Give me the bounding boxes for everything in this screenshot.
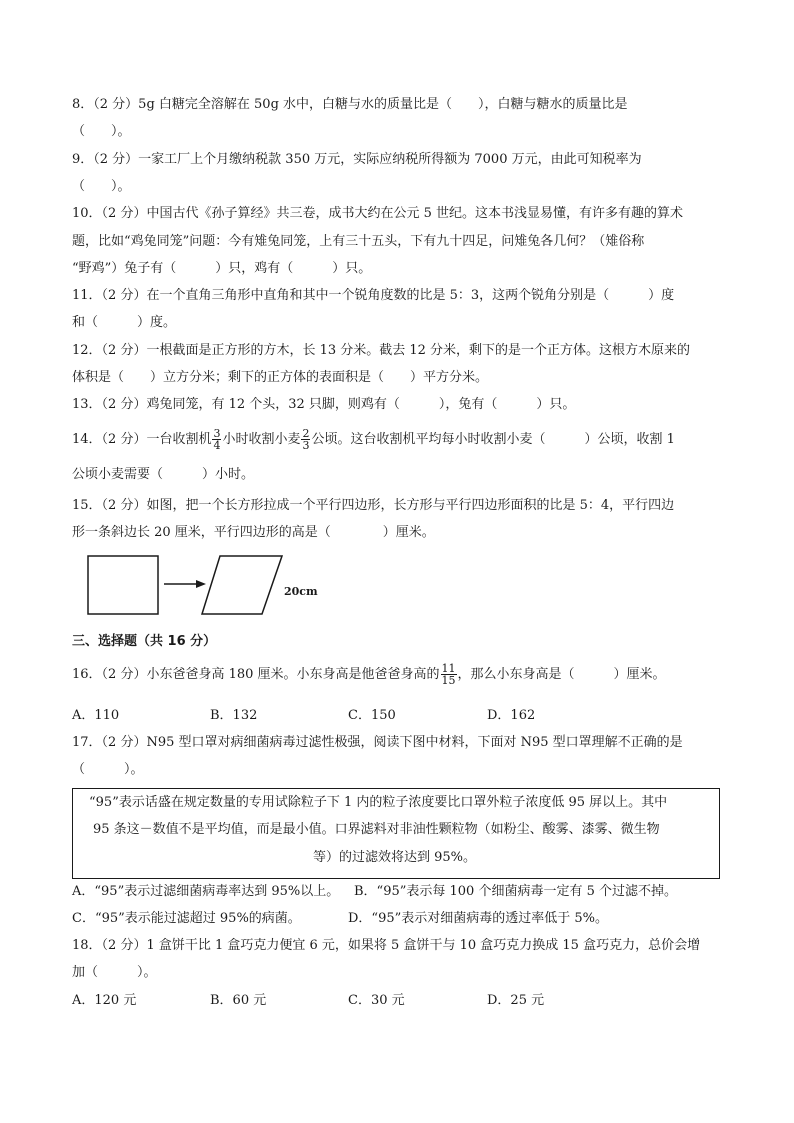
q14-fraction-hectares-denominator: 3 [302, 439, 310, 452]
q15-rectangle-shape [88, 556, 158, 614]
q14-text-part2: 小时收割小麦 [222, 432, 301, 447]
q18-line2: 加（ ）。 [72, 965, 157, 980]
q10-line2: 题，比如“鸡兔同笼”问题：今有雉兔同笼，上有三十五头，下有九十四足，问雉兔各几何？（雉俗称 [72, 234, 645, 249]
q11-line2: 和（ ）度。 [72, 315, 177, 330]
q17-line1: 17．（2 分）N95 型口罩对病细菌病毒过滤性极强，阅读下图中材料，下面对 N95 型口罩理解不正确的是 [72, 735, 683, 750]
q15-parallelogram-shape [202, 556, 282, 614]
q14-fraction-hours-denominator: 4 [213, 439, 221, 452]
q11-line1: 11．（2 分）在一个直角三角形中直角和其中一个锐角度数的比是 5：3，这两个锐角分别是（ ）度 [72, 288, 675, 303]
q16-option-b: B．132 [210, 708, 258, 723]
q9-line1: 9．（2 分）一家工厂上个月缴纳税款 350 万元，实际应纳税所得额为 7000 万元，由此可知税率为 [72, 152, 642, 167]
q8-line1: 8．（2 分）5g 白糖完全溶解在 50g 水中，白糖与水的质量比是（ ），白糖与糖水的质量比是 [72, 97, 628, 112]
q14-line1 [72, 428, 675, 451]
q15-figure-rectangle-to-parallelogram [84, 552, 344, 618]
q17-option-c: C．“95”表示能过滤超过 95%的病菌。 [72, 911, 301, 926]
q16-fraction [441, 663, 457, 686]
q16-option-a: A．110 [72, 708, 120, 723]
q8-line2: （ ）。 [72, 124, 131, 139]
q14-fraction-hours [212, 428, 221, 451]
q14-text-part1: 14．（2 分）一台收割机 [72, 432, 212, 447]
q16-option-c: C．150 [348, 708, 396, 723]
q14-fraction-hectares-numerator: 2 [302, 427, 310, 440]
q18-option-a: A．120 元 [72, 993, 137, 1008]
q15-line2: 形一条斜边长 20 厘米，平行四边形的高是（ ）厘米。 [72, 525, 435, 540]
q17-line2: （ ）。 [72, 762, 144, 777]
q16-line1 [72, 663, 666, 686]
q16-text-part1: 16．（2 分）小东爸爸身高 180 厘米。小东身高是他爸爸身高的 [72, 667, 440, 682]
q15-figure-label-20cm: 20cm [284, 585, 318, 598]
q17-option-a: A．“95”表示过滤细菌病毒率达到 95%以上。 [72, 884, 340, 899]
q16-text-part2: ，那么小东身高是（ ）厘米。 [457, 667, 666, 682]
section3-title: 三、选择题（共 16 分） [72, 634, 217, 649]
q15-line1: 15．（2 分）如图，把一个长方形拉成一个平行四边形，长方形与平行四边形面积的比是 5：4，平行四边 [72, 498, 675, 513]
q16-option-d: D．162 [487, 708, 536, 723]
q12-line1: 12．（2 分）一根截面是正方形的方木，长 13 分米。截去 12 分米，剩下的是一个正方体。这根方木原来的 [72, 343, 691, 358]
q14-line2: 公顷小麦需要（ ）小时。 [72, 467, 255, 482]
q18-option-b: B．60 元 [210, 993, 267, 1008]
q17-box-line1: “95”表示话盛在规定数量的专用试除粒子下 1 内的粒子浓度要比口罩外粒子浓度低 95 屏以上。其中 [89, 795, 668, 810]
q17-box-line3: 等）的过滤效将达到 95%。 [313, 850, 477, 865]
q12-line2: 体积是（ ）立方分米；剩下的正方体的表面积是（ ）平方分米。 [72, 370, 489, 385]
q10-line1: 10．（2 分）中国古代《孙子算经》共三卷，成书大约在公元 5 世纪。这本书浅显易懂，有许多有趣的算术 [72, 206, 683, 221]
q17-option-d: D．“95”表示对细菌病毒的透过率低于 5%。 [348, 911, 609, 926]
q18-line1: 18．（2 分）1 盒饼干比 1 盒巧克力便宜 6 元，如果将 5 盒饼干与 10 盒巧克力换成 15 盒巧克力，总价会增 [72, 938, 701, 953]
q9-line2: （ ）。 [72, 179, 131, 194]
q14-fraction-hours-numerator: 3 [213, 427, 221, 440]
q18-option-d: D．25 元 [487, 993, 545, 1008]
q16-fraction-denominator: 15 [441, 674, 456, 687]
q16-fraction-numerator: 11 [441, 662, 456, 675]
q14-fraction-hectares [301, 428, 310, 451]
q10-line3: “野鸡”）兔子有（ ）只，鸡有（ ）只。 [72, 261, 372, 276]
q13-line1: 13．（2 分）鸡兔同笼，有 12 个头，32 只脚，则鸡有（ ），兔有（ ）只。 [72, 397, 576, 412]
q17-material-box [72, 788, 720, 879]
q17-box-line2: 95 条这－数值不是平均值，而是最小值。口界滤料对非油性颗粒物（如粉尘、酸雾、漆雾、微生物 [93, 822, 660, 837]
q15-arrow-head [196, 580, 206, 588]
q17-option-b: B．“95”表示每 100 个细菌病毒一定有 5 个过滤不掉。 [354, 884, 678, 899]
q14-text-part3: 公顷。这台收割机平均每小时收割小麦（ ）公顷，收割 1 [311, 432, 675, 447]
q18-option-c: C．30 元 [348, 993, 405, 1008]
